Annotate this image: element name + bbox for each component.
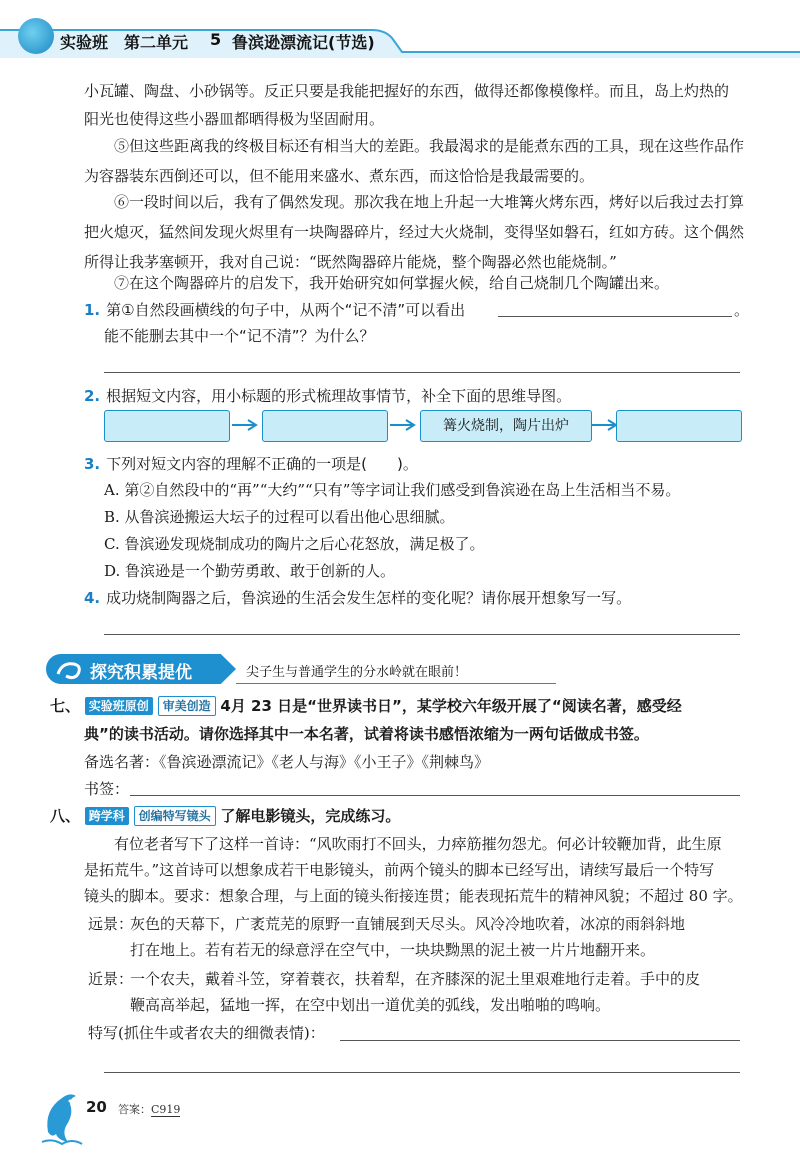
near-shot-line-2: 鞭高高举起，猛地一挥，在空中划出一道优美的弧线，发出啪啪的鸣响。 [130, 996, 611, 1014]
far-shot-line-2: 打在地上。若有若无的绿意浮在空气中，一块块黝黑的泥土被一片片地翻开来。 [130, 941, 656, 959]
passage-para-6: ⑥一段时间以后，我有了偶然发现。那次我在地上升起一大堆篝火烤东西，烤好以后我过去打算把火熄灭，猛然间发现火烬里有一块陶器碎片，经过大火烧制，变得坚如磐石，红如方砖。这个偶然所得让我茅塞顿开，我对自己说：“既然陶器碎片能烧，整个陶器必然也能烧制。” [84, 193, 745, 271]
far-shot-line-1: 灰色的天幕下，广袤荒芜的原野一直铺展到天尽头。风冷冷地吹着，冰凉的雨斜斜地 [130, 915, 686, 933]
answer-reference [118, 1101, 180, 1117]
answer-code: C919 [151, 1103, 181, 1116]
lesson-title: 鲁滨逊漂流记(节选) [232, 33, 375, 52]
passage-para-5: ⑤但这些距离我的终极目标还有相当大的差距。我最渴求的是能煮东西的工具，现在这些作品作为容器装东西倒还可以，但不能用来盛水、煮东西，而这恰恰是我最需要的。 [84, 137, 745, 185]
arrow-right-icon [390, 418, 418, 432]
question-2-text: 根据短文内容，用小标题的形式梳理故事情节，补全下面的思维导图。 [106, 387, 572, 405]
answer-line-q1b[interactable] [104, 372, 740, 373]
section-8-intro-line-1: 有位老者写下了这样一首诗：“风吹雨打不回头，力瘁筋摧勿怨尤。何必计较鞭加背，此生原 [114, 835, 722, 853]
banner-underline [236, 683, 556, 684]
question-2 [84, 384, 571, 408]
option-b[interactable]: B. 从鲁滨逊搬运大坛子的过程可以看出他心思细腻。 [104, 508, 455, 526]
option-c[interactable]: C. 鲁滨逊发现烧制成功的陶片之后心花怒放，满足极了。 [104, 535, 485, 553]
tag-closeup: 创编特写镜头 [134, 806, 216, 826]
unit-label: 第二单元 [124, 33, 189, 52]
mindmap-box-4[interactable] [616, 410, 742, 442]
question-number: 1. [84, 301, 101, 319]
section-8-intro-line-2: 是拓荒牛。”这首诗可以想象成若干电影镜头，前两个镜头的脚本已经写出，请续写最后一个特写 [84, 861, 715, 879]
near-shot-label: 近景： [88, 970, 134, 988]
section-8-title: 了解电影镜头，完成练习。 [220, 807, 401, 825]
question-1-end: 。 [734, 301, 750, 319]
question-number: 2. [84, 387, 101, 405]
option-d[interactable]: D. 鲁滨逊是一个勤劳勇敢、敢于创新的人。 [104, 562, 396, 580]
option-a[interactable]: A. 第②自然段中的“再”“大约”“只有”等字词让我们感受到鲁滨逊在岛上生活相当不易。 [104, 481, 681, 499]
tag-aesthetic: 审美创造 [158, 696, 216, 716]
dolphin-icon [40, 1088, 84, 1148]
question-1 [84, 298, 465, 322]
banner-title: 探究积累提优 [90, 663, 192, 683]
answer-line-closeup-1[interactable] [340, 1040, 740, 1041]
answer-line-q1a[interactable] [498, 316, 732, 317]
passage-para-7: ⑦在这个陶器碎片的启发下，我开始研究如何掌握火候，给自己烧制几个陶罐出来。 [114, 274, 670, 292]
question-4-text: 成功烧制陶器之后，鲁滨逊的生活会发生怎样的变化呢？请你展开想象写一写。 [106, 589, 632, 607]
answer-prefix: 答案： [118, 1103, 151, 1116]
section-7-text: 4月 23 日是“世界读书日”，某学校六年级开展了“阅读名著，感受经 [220, 697, 682, 715]
question-3 [84, 452, 418, 476]
closeup-label: 特写(抓住牛或者农夫的细微表情)： [88, 1024, 325, 1042]
answer-line-bookmark[interactable] [130, 795, 740, 796]
mindmap-box-2[interactable] [262, 410, 388, 442]
question-number: 4. [84, 589, 101, 607]
question-1-text: 第①自然段画横线的句子中，从两个“记不清”可以看出 [106, 301, 466, 319]
swirl-icon [54, 658, 84, 682]
section-banner [46, 652, 746, 686]
passage-para-1-line-1: 小瓦罐、陶盘、小砂锅等。反正只要是我能把握好的东西，做得还都像模像样。而且，岛上灼热的 [84, 82, 730, 100]
bookmark-label: 书签： [84, 780, 130, 798]
section-8-line-1 [50, 804, 750, 828]
brand-name: 实验班 [60, 33, 109, 52]
question-number: 3. [84, 455, 101, 473]
near-shot-line-1: 一个农夫，戴着斗笠，穿着蓑衣，扶着犁，在齐膝深的泥土里艰难地行走着。手中的皮 [130, 970, 701, 988]
passage-para-1-line-2: 阳光也使得这些小器皿都晒得极为坚固耐用。 [84, 110, 385, 128]
mindmap-box-1[interactable] [104, 410, 230, 442]
section-8-intro-line-3: 镜头的脚本。要求：想象合理，与上面的镜头衔接连贯；能表现拓荒牛的精神风貌；不超过 80 字。 [84, 887, 743, 905]
tag-cross-subject: 跨学科 [85, 807, 129, 825]
section-number: 七、 [50, 697, 81, 715]
book-options: 备选名著：《鲁滨逊漂流记》《老人与海》《小王子》《荆棘鸟》 [84, 753, 490, 771]
brand-logo-icon [18, 18, 54, 54]
section-7-line-1 [50, 694, 750, 718]
arrow-right-icon [232, 418, 260, 432]
tag-original: 实验班原创 [85, 697, 153, 715]
section-7-line-2: 典”的读书活动。请你选择其中一本名著，试着将读书感悟浓缩为一两句话做成书签。 [84, 725, 649, 743]
answer-line-q4[interactable] [104, 634, 740, 635]
question-1-line-2: 能不能删去其中一个“记不清”？为什么？ [104, 327, 375, 345]
lesson-number: 5 [210, 30, 222, 49]
page-number: 20 [86, 1098, 107, 1116]
mindmap-box-3: 篝火烧制，陶片出炉 [420, 410, 592, 442]
question-4 [84, 586, 631, 610]
banner-subtitle: 尖子生与普通学生的分水岭就在眼前！ [246, 665, 468, 680]
far-shot-label: 远景： [88, 915, 134, 933]
page-header [0, 0, 800, 70]
question-3-text: 下列对短文内容的理解不正确的一项是( )。 [106, 455, 418, 473]
answer-line-closeup-2[interactable] [104, 1072, 740, 1073]
header-band [0, 24, 800, 58]
section-number: 八、 [50, 807, 81, 825]
